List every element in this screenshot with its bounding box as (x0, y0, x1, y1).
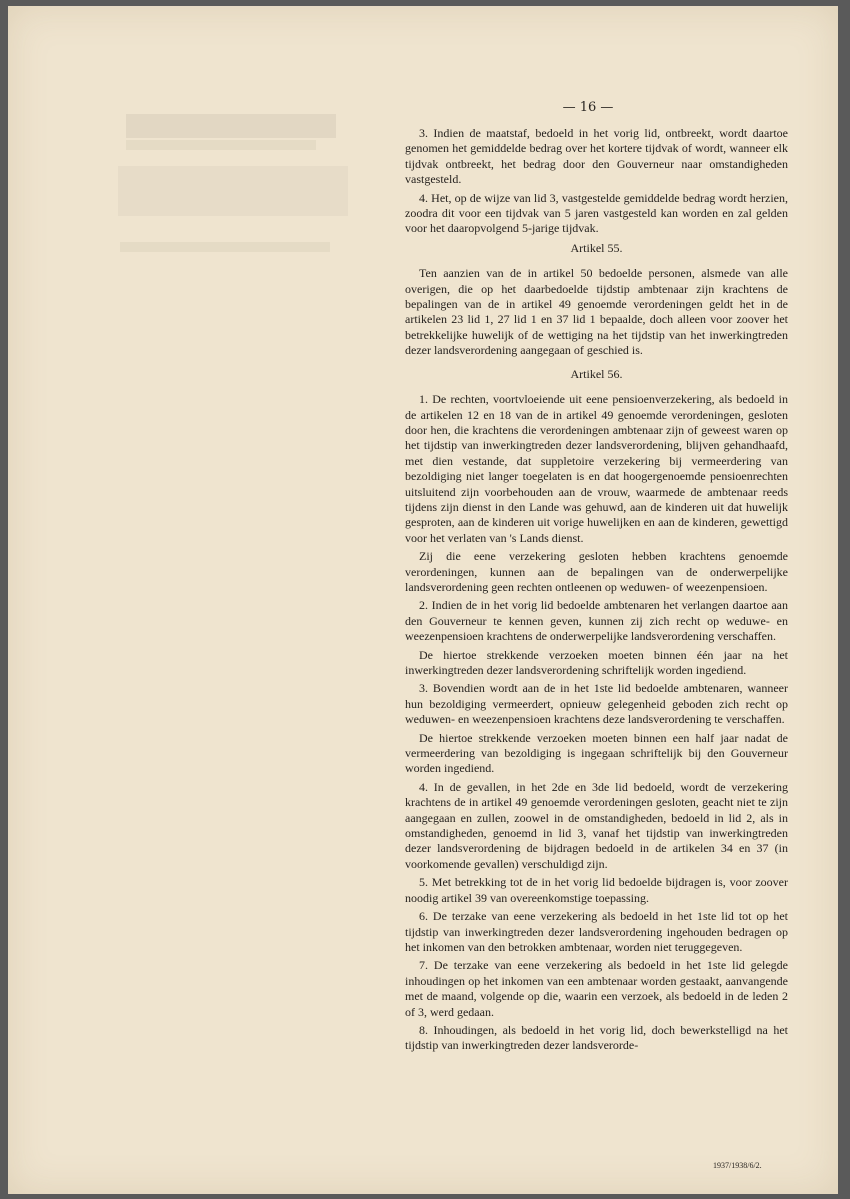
paragraph: 4. In de gevallen, in het 2de en 3de lid bedoeld, wordt de verzekering krachtens de in artikel 49 genoemde verordeningen gesloten, geacht niet te zijn aangegaan en zullen, zoowel in de omstandigheden, bedoeld in lid 2, als in omstandigheden, genoemd in lid 3, vanaf het tijdstip van inwerkingtreden dezer landsverordening de bijdragen bedoeld in de artikelen 34 en 37 (in voorkomende gevallen) verschuldigd zijn. (405, 779, 788, 871)
page-number: — 16 — (562, 100, 614, 115)
paragraph: 5. Met betrekking tot de in het vorig lid bedoelde bijdragen is, voor zoover noodig artikel 39 van overeenkomstige toepassing. (405, 875, 788, 905)
document-page (8, 6, 838, 1194)
paragraph: 2. Indien de in het vorig lid bedoelde ambtenaren het verlangen daartoe aan den Gouverneur te kennen geven, kunnen zij zich recht op weduwe- en weezenpensioen krachtens de onderwerpelijke landsverordening verschaffen. (405, 598, 788, 644)
bleed-through-mark (126, 114, 336, 138)
paragraph: 6. De terzake van eene verzekering als bedoeld in het 1ste lid tot op het tijdstip van inwerkingtreden dezer landsverordening ingehouden bedragen op het inkomen van den betrokken ambtenaar, worden niet teruggegeven. (405, 909, 788, 954)
document-reference-code: 1937/1938/6/2. (713, 1161, 762, 1170)
bleed-through-mark (126, 140, 316, 150)
paragraph: Ten aanzien van de in artikel 50 bedoelde personen, alsmede van alle overigen, die op het daarbedoelde tijdstip ambtenaar zijn krachtens de bepalingen van de in artikel 49 genoemde verordeningen geldt het in de artikelen 23 lid 1, 27 lid 1 en 37 lid 1 bepaalde, doch alleen voor zoover het betrekkelijke huwelijk of de wettiging na het tijdstip van het inwerkingtreden dezer landsverordening aangegaan of geschied is. (405, 266, 788, 358)
bleed-through-mark (120, 242, 330, 252)
paragraph: De hiertoe strekkende verzoeken moeten binnen één jaar na het inwerkingtreden dezer landsverordening schriftelijk worden ingediend. (405, 647, 788, 677)
paragraph: 8. Inhoudingen, als bedoeld in het vorig lid, doch bewerkstelligd na het tijdstip van inwerkingtreden dezer landsverorde- (405, 1022, 788, 1053)
text-column (405, 126, 788, 1057)
paragraph: De hiertoe strekkende verzoeken moeten binnen een half jaar nadat de vermeerdering van bezoldiging is ingegaan schriftelijk bij den Gouverneur worden ingediend. (405, 730, 788, 776)
artikel-55-heading: Artikel 55. (570, 240, 623, 255)
paragraph: 7. De terzake van eene verzekering als bedoeld in het 1ste lid gelegde inhoudingen op het inkomen van een ambtenaar worden gestaakt, aanvangende met de maand, volgende op die, waarin een verzoek, als bedoeld in de leden 2 of 3, werd gedaan. (405, 958, 788, 1019)
paragraph: Zij die eene verzekering gesloten hebben krachtens genoemde verordeningen, kunnen aan de bepalingen van de onderwerpelijke landsverordening geen rechten ontleenen op weduwen- of weezenpensioen. (405, 549, 788, 594)
bleed-through-mark (118, 166, 348, 216)
paragraph: 3. Bovendien wordt aan de in het 1ste lid bedoelde ambtenaren, wanneer hun bezoldiging vermeerdert, opnieuw gelegenheid geboden zich recht op weduwen- en weezenpensioen krachtens deze landsverordening te verschaffen. (405, 681, 788, 727)
paragraph: 3. Indien de maatstaf, bedoeld in het vorig lid, ontbreekt, wordt daartoe genomen het gemiddelde bedrag over het kortere tijdvak of wordt, wanneer elk tijdvak ontbreekt, het bedrag door den Gouverneur naar omstandigheden vastgesteld. (405, 126, 788, 187)
artikel-56-heading: Artikel 56. (570, 366, 623, 381)
paragraph: 4. Het, op de wijze van lid 3, vastgestelde gemiddelde bedrag wordt herzien, zoodra dit voor een tijdvak van 5 jaren vastgesteld kan worden en zal gelden voor het daaropvolgend 5-jarige tijdvak. (405, 190, 788, 236)
paragraph: 1. De rechten, voortvloeiende uit eene pensioenverzekering, als bedoeld in de artikelen 12 en 18 van de in artikel 49 genoemde verordeningen, gesloten door hen, die krachtens die verordeningen ambtenaar zijn of geweest waren op het tijdstip van inwerkingtreden dezer landsverordening, blijven gehandhaafd, met dien vestande, dat suppletoire verzekering bij vermeerdering van bezoldiging niet langer toegelaten is en dat hoogergenoemde pensioenrechten uitsluitend zijn voorbehouden aan de vrouw, waarmede de ambtenaar reeds tijdens zijn dienst in den Lande was gehuwd, aan de kinderen uit dat huwelijk gesproten, aan de kinderen uit vorige huwelijken en aan de kinderen, gewettigd voor het verlaten van 's Lands dienst. (405, 392, 788, 545)
